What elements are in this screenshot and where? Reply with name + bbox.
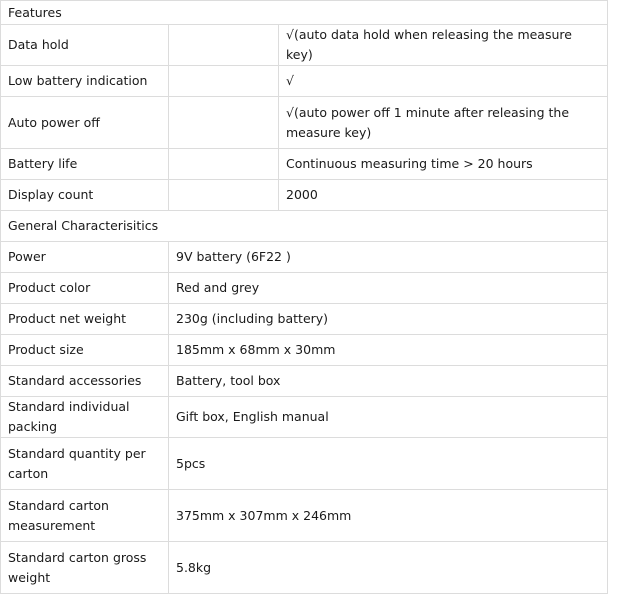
table-row	[1, 25, 608, 66]
row-value: 375mm x 307mm x 246mm	[169, 490, 608, 542]
table-row	[1, 149, 608, 180]
row-label: Low battery indication	[1, 66, 169, 97]
empty-cell	[169, 97, 279, 149]
row-value: 230g (including battery)	[169, 304, 608, 335]
row-label: Product net weight	[1, 304, 169, 335]
row-value: 2000	[279, 180, 608, 211]
general-heading: General Characterisitics	[1, 211, 608, 242]
table-row	[1, 438, 608, 490]
table-row	[1, 97, 608, 149]
row-label: Display count	[1, 180, 169, 211]
table-row	[1, 242, 608, 273]
row-label: Product color	[1, 273, 169, 304]
row-label: Standard individual packing	[1, 397, 169, 438]
table-row	[1, 490, 608, 542]
table-row	[1, 180, 608, 211]
row-value: 5pcs	[169, 438, 608, 490]
row-label: Product size	[1, 335, 169, 366]
row-value: √(auto power off 1 minute after releasing the measure key)	[279, 97, 608, 149]
row-label: Standard quantity per carton	[1, 438, 169, 490]
row-value: 185mm x 68mm x 30mm	[169, 335, 608, 366]
row-value: √	[279, 66, 608, 97]
row-value: Red and grey	[169, 273, 608, 304]
table-row	[1, 273, 608, 304]
row-label: Battery life	[1, 149, 169, 180]
row-label: Standard carton measurement	[1, 490, 169, 542]
empty-cell	[169, 149, 279, 180]
section-header-row	[1, 211, 608, 242]
table-row	[1, 542, 608, 594]
table-row	[1, 366, 608, 397]
row-value: 9V battery (6F22 )	[169, 242, 608, 273]
features-heading: Features	[1, 1, 608, 25]
row-label: Data hold	[1, 25, 169, 66]
table-row	[1, 397, 608, 438]
table-row	[1, 335, 608, 366]
row-label: Auto power off	[1, 97, 169, 149]
section-header-row	[1, 1, 608, 25]
row-label: Standard carton gross weight	[1, 542, 169, 594]
table-row	[1, 304, 608, 335]
table-row	[1, 66, 608, 97]
row-label: Standard accessories	[1, 366, 169, 397]
empty-cell	[169, 66, 279, 97]
row-label: Power	[1, 242, 169, 273]
row-value: Continuous measuring time > 20 hours	[279, 149, 608, 180]
row-value: Gift box, English manual	[169, 397, 608, 438]
row-value: Battery, tool box	[169, 366, 608, 397]
row-value: √(auto data hold when releasing the measure key)	[279, 25, 608, 66]
empty-cell	[169, 25, 279, 66]
empty-cell	[169, 180, 279, 211]
row-value: 5.8kg	[169, 542, 608, 594]
